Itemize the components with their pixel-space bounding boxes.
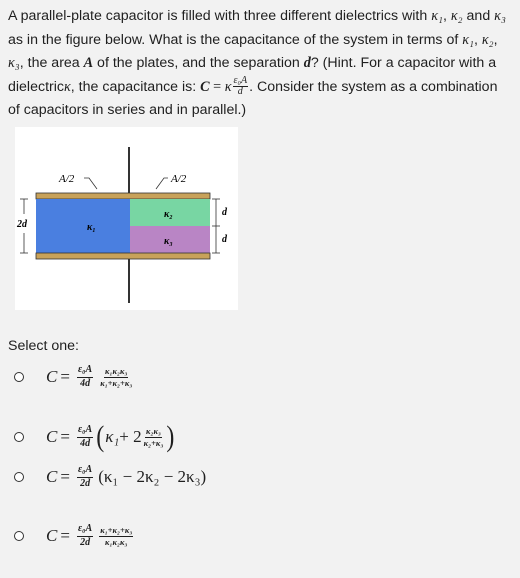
answer-option-1[interactable] bbox=[14, 365, 134, 389]
left-dimension-label: 2d bbox=[17, 219, 27, 230]
answer-option-4[interactable] bbox=[14, 524, 135, 548]
radio-option-2[interactable] bbox=[14, 432, 24, 442]
dielectric-k1 bbox=[36, 199, 130, 253]
capacitor-figure bbox=[15, 127, 238, 310]
answer-option-2[interactable] bbox=[14, 420, 175, 454]
inline-fraction: $\frac{\text{ε₀A}}{d}$ bbox=[233, 75, 248, 98]
formula-option-2: C = $\frac{\text{ε₀A}}{4d}$ ( κ₁ + 2 $\frac{\text{κ₂κ₃}}{\text{κ₂+κ₃}}$ ) bbox=[46, 420, 175, 454]
right-bottom-dimension-label: d bbox=[222, 234, 227, 245]
select-one-label: Select one: bbox=[8, 338, 79, 354]
k3-label: κ₃ bbox=[164, 236, 173, 247]
right-top-dimension-label: d bbox=[222, 207, 227, 218]
k1-label: κ₁ bbox=[87, 222, 96, 233]
radio-option-4[interactable] bbox=[14, 531, 24, 541]
radio-option-1[interactable] bbox=[14, 372, 24, 382]
right-area-label: A/2 bbox=[171, 173, 187, 185]
k2-label: κ₂ bbox=[164, 209, 173, 220]
formula-option-4: C = $\frac{\text{ε₀A}}{2d}$ $\frac{\text{κ₁+κ₂+κ₃}}{\text{κ₁κ₂κ₃}}$ bbox=[46, 523, 133, 548]
answer-option-3[interactable] bbox=[14, 465, 206, 489]
formula-option-3: C = $\frac{\text{ε₀A}}{2d}$ (κ₁ − 2κ₂ − 2κ₃) bbox=[46, 464, 207, 489]
left-area-label: A/2 bbox=[59, 173, 75, 185]
radio-option-3[interactable] bbox=[14, 472, 24, 482]
bottom-plate bbox=[36, 253, 210, 259]
question-text: A parallel-plate capacitor is filled with three different dielectrics with κ₁, κ₂ and κ₃ as in the figure below. What is the capacitance of the system in terms of κ₁, κ₂, κ₃, the area A of the plates, and the separation d? (Hint. For a capacitor with a dielectricκ, the capacitance is: C = κ $\frac{\text{ε₀A}}{d}$ . Consider the system as a combination of capacitors in series and in parallel.) bbox=[8, 8, 506, 118]
formula-option-1: C = $\frac{\text{ε₀A}}{4d}$ $\frac{\text{κ₁κ₂κ₃}}{\text{κ₁+κ₂+κ₃}}$ bbox=[46, 364, 133, 389]
top-plate bbox=[36, 193, 210, 199]
